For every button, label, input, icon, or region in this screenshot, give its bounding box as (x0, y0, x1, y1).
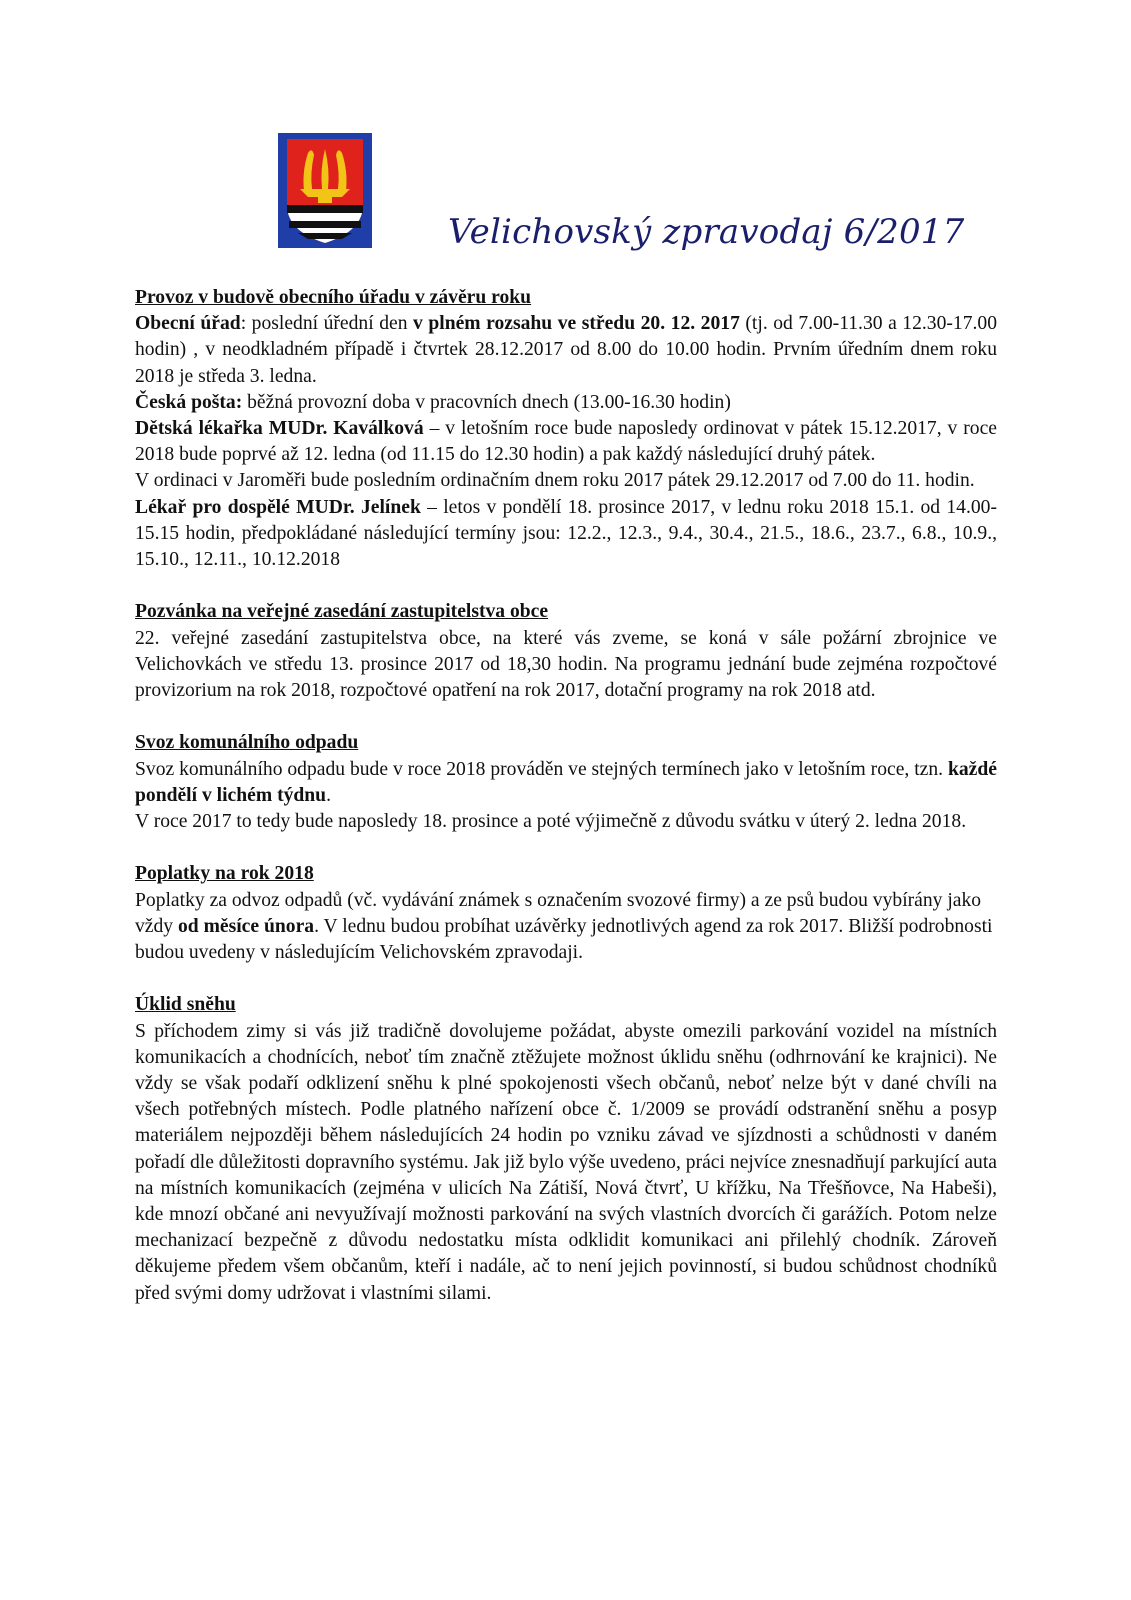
paragraph-snow-removal: S příchodem zimy si vás již tradičně dovolujeme požádat, abyste omezili parkování vozidel na místních komunikacích a chodnících, neboť tím značně ztěžujete možnost úklidu sněhu (odhrnování ke krajnici). Ne vždy se však podaří odklizení sněhu k plné spokojenosti všech občanů, neboť nelze být v dané chvíli na všech potřebných místech. Podle platného nařízení obce č. 1/2009 se provádí odstranění sněhu a posyp materiálem nejpozději během následujících 24 hodin po vzniku závad ve sjízdnosti a schůdnosti v daném pořadí dle důležitosti dopravního systému. Jak již bylo výše uvedeno, práci nejvíce znesnadňují parkující auta na místních komunikacích (zejména v ulicích Na Zátiší, Nová čtvrť, U křížku, Na Třešňovce, Na Habeši), kde mnozí občané ani nevyužívají možnosti parkování na svých vlastních dvorcích či garážích. Potom nelze mechanizací bezpečně z důvodu nedostatku místa odklidit komunikaci ani přilehlý chodník. Zároveň děkujeme předem všem občanům, kteří i nadále, ač to není jejich povinností, si budou schůdnost chodníků před svými domy udržovat i vlastními silami. (135, 1020, 997, 1304)
newsletter-content (135, 285, 997, 1333)
section-snow-removal (135, 992, 997, 1306)
paragraph-meeting: 22. veřejné zasedání zastupitelstva obce, na které vás zveme, se koná v sále požární zbrojnice ve Velichovkách ve středu 13. prosince 2017 od 18,30 hodin. Na programu jednání bude zejména rozpočtové provizorium na rok 2018, rozpočtové opatření na rok 2017, dotační programy na rok 2018 atd. (135, 627, 997, 702)
paragraph-office: Obecní úřad: poslední úřední den v plném rozsahu ve středu 20. 12. 2017 (tj. od 7.00-11.30 a 12.30-17.00 hodin) , v neodkladném případě i čtvrtek 28.12.2017 od 8.00 do 10.00 hodin. Prvním úředním dnem roku 2018 je středa 3. ledna. (135, 313, 998, 387)
paragraph-waste-exception: V roce 2017 to tedy bude naposledy 18. prosince a poté výjimečně z důvodu svátku v úterý 2. ledna 2018. (135, 811, 967, 833)
section-heading: Svoz komunálního odpadu (135, 732, 359, 754)
section-heading: Pozvánka na veřejné zasedání zastupitelstva obce (135, 601, 549, 623)
paragraph-pediatrician: Dětská lékařka MUDr. Kaválková – v letošním roce bude naposledy ordinovat v pátek 15.12.2017, v roce 2018 bude poprvé až 12. ledna (od 11.15 do 12.30 hodin) a pak každý následující druhý pátek. (135, 418, 997, 466)
section-heading: Provoz v budově obecního úřadu v závěru roku (135, 287, 532, 308)
paragraph-jaromer-clinic: V ordinaci v Jaroměři bude posledním ordinačním dnem roku 2017 pátek 29.12.2017 od 7.00 do 11. hodin. (135, 470, 975, 492)
paragraph-post-office: Česká pošta: běžná provozní doba v pracovních dnech (13.00-16.30 hodin) (135, 391, 731, 413)
section-waste-collection (135, 730, 997, 835)
paragraph-general-doctor: Lékař pro dospělé MUDr. Jelínek – letos v pondělí 18. prosince 2017, v lednu roku 2018 15.1. od 14.00-15.15 hodin, předpokládané následující termíny jsou: 12.2., 12.3., 9.4., 30.4., 21.5., 18.6., 23.7., 6.8., 10.9., 15.10., 12.11., 10.12.2018 (135, 496, 997, 571)
village-coat-of-arms (278, 133, 372, 248)
paragraph-fees: Poplatky za odvoz odpadů (vč. vydávání známek s označením svozové firmy) a ze psů budou vybírány jako vždy od měsíce února. V lednu budou probíhat uzávěrky jednotlivých agend za rok 2017. Bližší podrobnosti budou uvedeny v následujícím Velichovském zpravodaji. (135, 889, 993, 964)
section-heading: Poplatky na rok 2018 (135, 863, 314, 885)
section-heading: Úklid sněhu (135, 994, 236, 1016)
paragraph-waste-schedule: Svoz komunálního odpadu bude v roce 2018 prováděn ve stejných termínech jako v letošním roce, tzn. každé pondělí v lichém týdnu. (135, 758, 997, 806)
section-office-hours (135, 285, 997, 573)
section-fees (135, 861, 997, 966)
section-council-meeting (135, 599, 997, 704)
newsletter-title: Velichovský zpravodaj 6/2017 (448, 212, 965, 252)
